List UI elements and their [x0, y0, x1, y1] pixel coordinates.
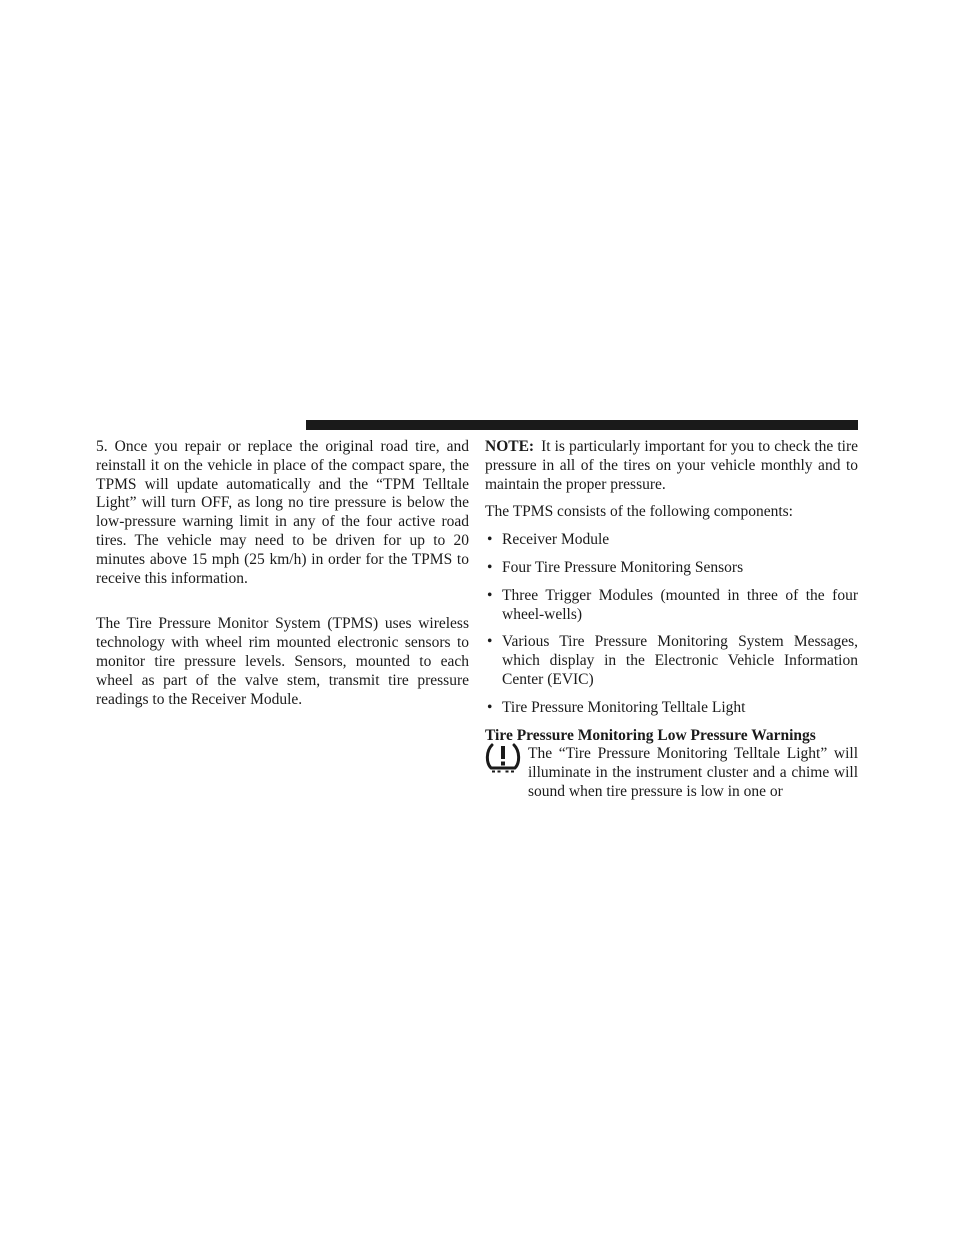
tpms-intro-paragraph: The Tire Pressure Monitor System (TPMS) uses wireless technology with wheel rim mounted electronic sensors to monitor tire pressure levels. Sensors, mounted to each wheel as part of the valve stem, transmit tire pressure readings to the Receiver Module.: [96, 615, 469, 708]
components-list: [485, 531, 858, 717]
bullet: •: [487, 633, 493, 651]
note-text: It is particularly important for you to check the tire pressure in all of the tires on your vehicle monthly and to maintain the proper pressure.: [485, 438, 858, 493]
note-label: NOTE:: [485, 438, 535, 455]
list-item-text: Receiver Module: [502, 531, 610, 549]
list-item-text: Various Tire Pressure Monitoring System Messages, which display in the Electronic Vehicle Information Center (EVIC): [502, 633, 858, 688]
bullet: •: [487, 531, 493, 549]
list-item-text: Four Tire Pressure Monitoring Sensors: [502, 558, 744, 576]
warnings-block: [485, 745, 858, 801]
bullet: •: [487, 698, 493, 716]
list-item: [485, 531, 858, 550]
tpms-telltale-icon: [485, 742, 521, 774]
list-item: [485, 559, 858, 578]
step-5-paragraph: 5. Once you repair or replace the original road tire, and reinstall it on the vehicle in place of the compact spare, the TPMS will update automatically and the “TPM Telltale Light” will turn OFF, as long no tire pressure is below the low-pressure warning limit in any of the four active road tires. The vehicle may need to be driven for up to 20 minutes above 15 mph (25 km/h) in order for the TPMS to receive this information.: [96, 438, 469, 587]
list-item-text: Three Trigger Modules (mounted in three of the four wheel-wells): [502, 586, 858, 623]
note-paragraph: [485, 438, 858, 494]
list-item: [485, 633, 858, 689]
warnings-heading: Tire Pressure Monitoring Low Pressure Warnings: [485, 726, 816, 744]
left-column: [96, 438, 469, 709]
bullet: •: [487, 586, 493, 604]
bullet: •: [487, 558, 493, 576]
list-item: [485, 699, 858, 718]
section-header-rule: [306, 420, 858, 430]
list-item-text: Tire Pressure Monitoring Telltale Light: [502, 698, 746, 716]
right-column: [485, 438, 858, 802]
warnings-text: The “Tire Pressure Monitoring Telltale Light” will illuminate in the instrument cluster and a chime will sound when tire pressure is low in one or: [528, 745, 858, 800]
components-intro: The TPMS consists of the following components:: [485, 503, 793, 521]
list-item: [485, 587, 858, 625]
